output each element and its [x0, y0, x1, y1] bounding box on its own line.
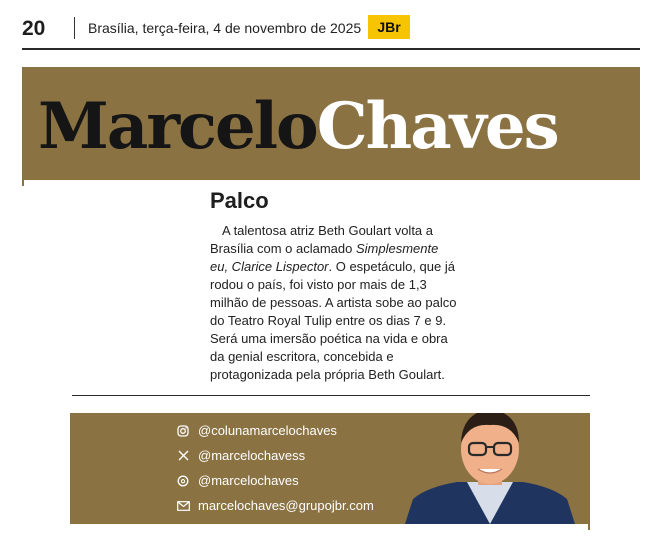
email-link[interactable] — [176, 498, 374, 513]
footer-rule — [72, 395, 590, 396]
play-title: Simplesmente eu, Clarice Lispector — [210, 241, 439, 274]
x-link[interactable] — [176, 448, 305, 463]
page-header — [22, 12, 640, 48]
email-address: marcelochaves@grupojbr.com — [198, 498, 374, 513]
instagram-handle: @colunamarcelochaves — [198, 423, 337, 438]
jbr-logo[interactable]: JBr — [368, 15, 410, 39]
instagram-link[interactable] — [176, 423, 337, 438]
banner-edge — [22, 180, 24, 186]
column-title: Palco — [210, 188, 269, 213]
x-icon — [176, 449, 190, 463]
threads-link[interactable] — [176, 473, 299, 488]
columnist-name — [38, 87, 558, 167]
contact-box — [70, 413, 590, 524]
threads-handle: @marcelochaves — [198, 473, 299, 488]
dateline: Brasília, terça-feira, 4 de novembro de 2025 — [88, 20, 362, 36]
header-rule — [22, 48, 640, 50]
columnist-first-name: Marcelo — [38, 89, 317, 164]
x-handle: @marcelochavess — [198, 448, 306, 463]
header-divider — [74, 17, 75, 39]
article-text-2: . O espetáculo, que já rodou o país, foi visto por mais de 1,3 milhão de pessoas. A artista sobe ao palco do Teatro Royal Tulip entre os dias 7 e 9. Será uma imersão poética na vida e obra da genial escritora, concebida e protagonizada pela própria Beth Goulart. — [210, 259, 457, 382]
instagram-icon — [176, 424, 190, 438]
article-text-1: A talentosa atriz Beth Goulart volta a Brasília com o aclamado — [210, 223, 434, 256]
mail-icon — [176, 499, 190, 513]
columnist-photo — [405, 413, 575, 524]
article-body — [210, 222, 458, 384]
page-number: 20 — [22, 17, 46, 40]
footer-edge — [588, 524, 590, 530]
columnist-last-name: Chaves — [316, 89, 558, 164]
threads-icon — [176, 474, 190, 488]
article-paragraph — [210, 222, 458, 384]
column-banner — [22, 67, 640, 180]
